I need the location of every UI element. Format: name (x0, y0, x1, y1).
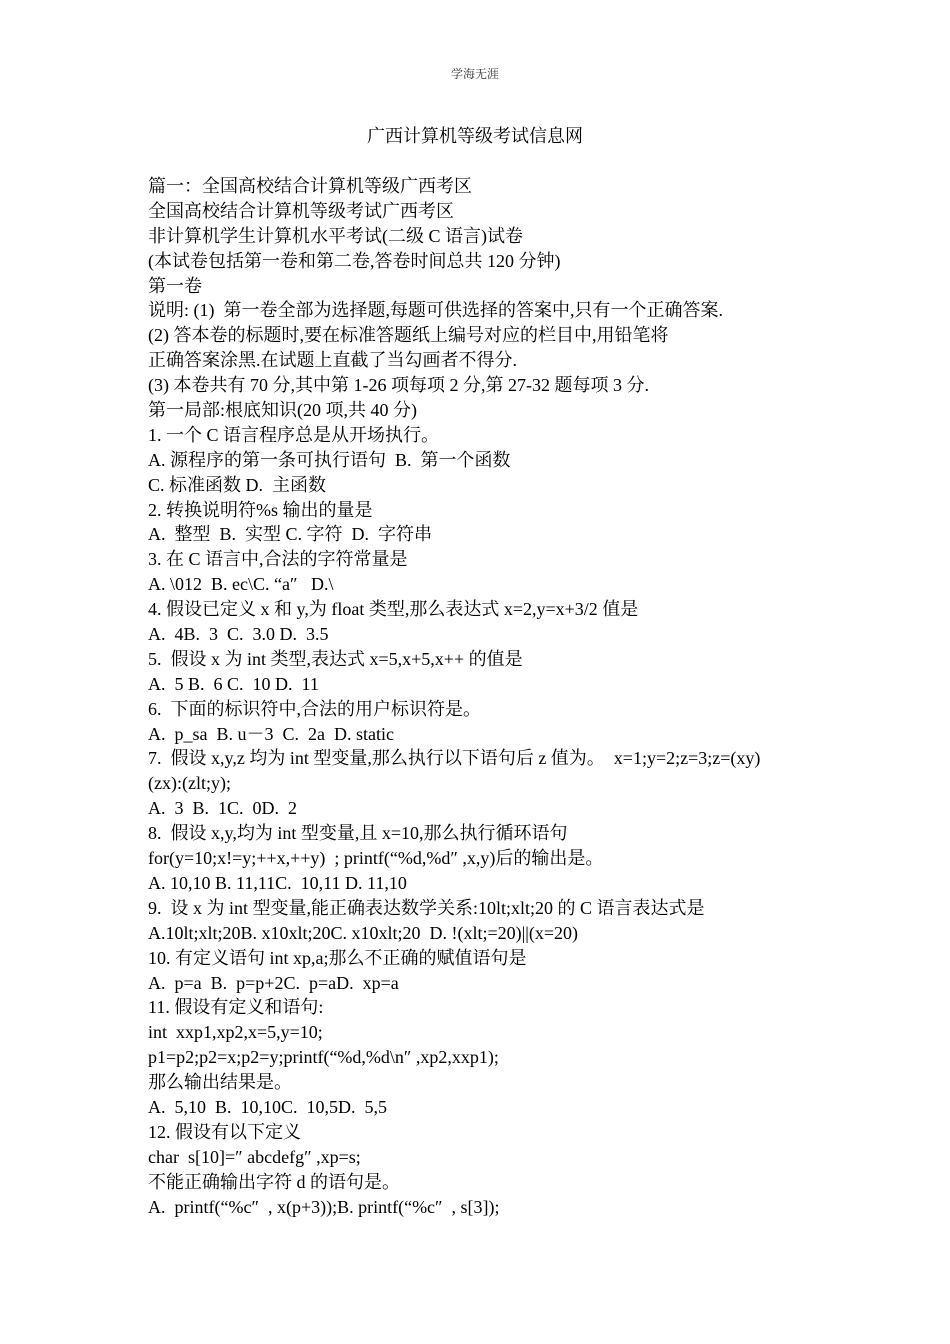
question-text: 5. 假设 x 为 int 类型,表达式 x=5,x+5,x++ 的值是 (148, 648, 523, 669)
question-options: A. p=a B. p=p+2C. p=aD. xp=a (148, 972, 399, 993)
exam-org-line: 全国高校结合计算机等级考试广西考区 (148, 200, 454, 221)
question-text: (zx):(zlt;y); (148, 773, 231, 794)
question-code: char s[10]=″ abcdefg″ ,xp=s; (148, 1146, 361, 1167)
question-text: 那么输出结果是。 (148, 1072, 292, 1093)
question-options: C. 标准函数 D. 主函数 (148, 474, 327, 495)
instruction-line: (3) 本卷共有 70 分,其中第 1-26 项每项 2 分,第 27-32 题每项 3 分. (148, 375, 649, 396)
question-text: 11. 假设有定义和语句: (148, 997, 324, 1018)
exam-name-line: 非计算机学生计算机水平考试(二级 C 语言)试卷 (148, 225, 523, 246)
question-options: A. printf(“%c″ , x(p+3));B. printf(“%c″ , s[3]); (148, 1196, 500, 1217)
question-text: 10. 有定义语句 int xp,a;那么不正确的赋值语句是 (148, 947, 527, 968)
question-options: A. \012 B. ec\C. “a″ D.\ (148, 574, 334, 595)
question-text: 12. 假设有以下定义 (148, 1121, 301, 1142)
question-options: A. 10,10 B. 11,11C. 10,11 D. 11,10 (148, 872, 407, 893)
question-options: A.10lt;xlt;20B. x10xlt;20C. x10xlt;20 D. !(xlt;=20)||(x=20) (148, 922, 579, 943)
question-code: p1=p2;p2=x;p2=y;printf(“%d,%d\n″ ,xp2,xxp1); (148, 1047, 499, 1068)
question-text: 9. 设 x 为 int 型变量,能正确表达数学关系:10lt;xlt;20 的 C 语言表达式是 (148, 897, 705, 918)
question-text: 4. 假设已定义 x 和 y,为 float 类型,那么表达式 x=2,y=x+3/2 值是 (148, 599, 639, 620)
exam-duration-line: (本试卷包括第一卷和第二卷,答卷时间总共 120 分钟) (148, 250, 561, 271)
question-text: 8. 假设 x,y,均为 int 型变量,且 x=10,那么执行循环语句 (148, 823, 568, 844)
question-options: A. 3 B. 1C. 0D. 2 (148, 798, 298, 819)
question-text: 6. 下面的标识符中,合法的用户标识符是。 (148, 698, 481, 719)
question-options: A. p_sa B. u－3 C. 2a D. static (148, 723, 394, 744)
question-options: A. 4B. 3 C. 3.0 D. 3.5 (148, 624, 329, 645)
instruction-line: 正确答案涂黑.在试题上直截了当勾画者不得分. (148, 350, 517, 371)
page-title: 广西计算机等级考试信息网 (367, 126, 583, 146)
question-text: 3. 在 C 语言中,合法的字符常量是 (148, 549, 408, 570)
question-text: 1. 一个 C 语言程序总是从开场执行。 (148, 424, 440, 445)
page-header: 学海无涯 (450, 67, 499, 81)
question-options: A. 5,10 B. 10,10C. 10,5D. 5,5 (148, 1096, 388, 1117)
question-code: int xxp1,xp2,x=5,y=10; (148, 1022, 323, 1043)
question-options: A. 5 B. 6 C. 10 D. 11 (148, 673, 319, 694)
instruction-line: 说明: (1) 第一卷全部为选择题,每题可供选择的答案中,只有一个正确答案. (148, 300, 723, 321)
instruction-line: (2) 答本卷的标题时,要在标准答题纸上编号对应的栏目中,用铅笔将 (148, 325, 669, 346)
question-text: 不能正确输出字符 d 的语句是。 (148, 1171, 400, 1192)
section-heading: 篇一：全国高校结合计算机等级广西考区 (148, 176, 472, 196)
document-body (148, 174, 808, 1219)
question-options: A. 源程序的第一条可执行语句 B. 第一个函数 (148, 449, 511, 470)
question-text: 2. 转换说明符%s 输出的量是 (148, 499, 373, 520)
question-text: 7. 假设 x,y,z 均为 int 型变量,那么执行以下语句后 z 值为。 x=1;y=2;z=3;z=(xy) (148, 748, 761, 769)
volume-heading: 第一卷 (148, 275, 202, 296)
question-code: for(y=10;x!=y;++x,++y) ; printf(“%d,%d″ ,x,y)后的输出是。 (148, 848, 604, 869)
part-heading: 第一局部:根底知识(20 项,共 40 分) (148, 400, 417, 421)
question-options: A. 整型 B. 实型 C. 字符 D. 字符串 (148, 524, 433, 545)
